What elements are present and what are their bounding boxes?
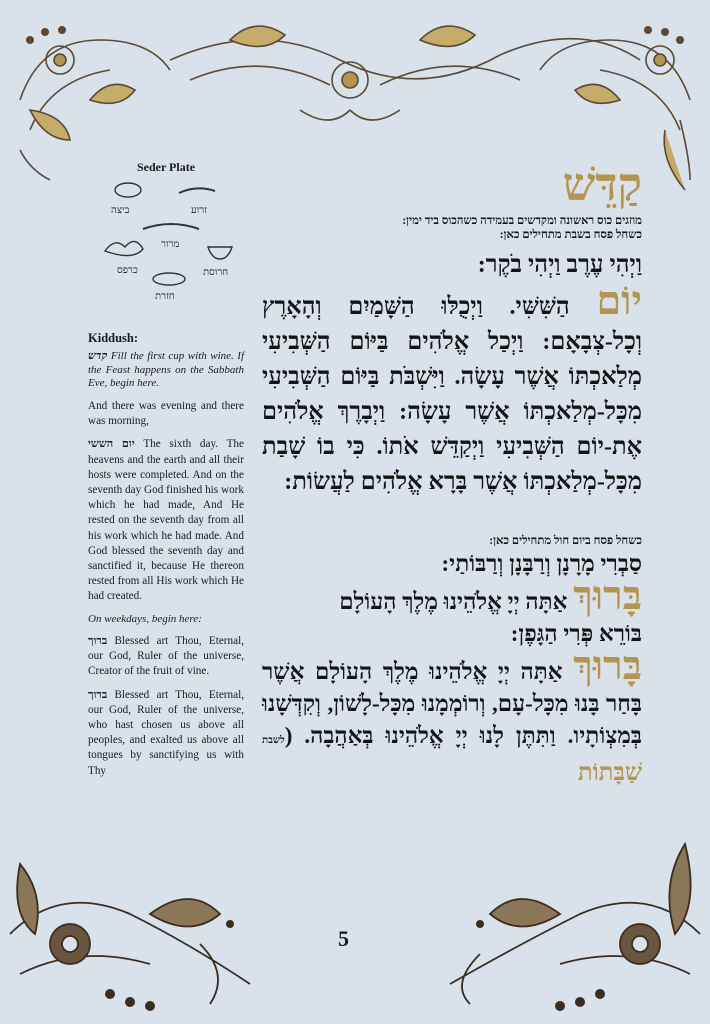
bitter-herbs-icon xyxy=(141,221,201,235)
wine-blessing-text: Blessed art Thou, Eternal, our God, Ruler of the universe, Creator of the fruit of vine. xyxy=(88,635,244,678)
label-karpas: כרפס xyxy=(117,265,138,277)
shabbatot-word: שַׁבָּתוֹת xyxy=(578,760,642,786)
shankbone-icon xyxy=(177,185,217,199)
chosen-blessing-body: אֲשֶׁר בָּחַר בָּנוּ מִכָּל-עָם, וְרוֹמְמָנוּ מִכָּל-לָשׁוֹן, וְקִדְּשָׁנוּ בְּמִצְוֹתָיו. וַתִּתֶּן לָנוּ יְיָ אֱלֹהֵינוּ בְּאַהֲבָה. ( xyxy=(262,659,642,748)
vegetable-icon xyxy=(101,237,145,263)
label-charoset: חרוסת xyxy=(203,267,229,279)
paragraph-wine-blessing xyxy=(88,634,244,680)
yom-initial: יוֹם xyxy=(596,278,642,323)
savri-line: סַבְרִי מָרָנָן וְרַבָּנָן וְרַבּוֹתַי: xyxy=(441,551,642,576)
wine-blessing-hebrew-block xyxy=(262,573,642,650)
kiddush-heading: Kiddush: xyxy=(88,331,139,346)
hebrew-instruction-3: כשחל פסח ביום חול מתחילים כאן: xyxy=(489,535,642,547)
baruch-initial-1: בָּרוּךְ xyxy=(573,573,642,618)
wine-blessing-line-1: אַתָּה יְיָ אֱלֹהֵינוּ מֶלֶךְ הָעוֹלָם xyxy=(339,589,568,614)
dish-icon xyxy=(151,271,187,287)
label-beitzah: ביצה xyxy=(111,205,130,217)
english-column xyxy=(88,160,244,787)
kiddush-instruction xyxy=(88,350,244,391)
chosen-blessing-hebrew: ברוך xyxy=(88,688,108,701)
instruction-text: Fill the first cup with wine. If the Feast happens on the Sabbath Eve, begin here. xyxy=(88,350,244,390)
vayechulu-text: הַשִּׁשִּׁי. וַיְכֻלּוּ הַשָּׁמַיִם וְהָאָרֶץ וְכָל-צְבָאָם: וַיְכַל אֱלֹהִים בַּיּוֹם הַשְּׁבִיעִי מְלַאכְתּוֹ אֲשֶׁר עָשָׂה. וַיִּשְׁבֹּת בַּיּוֹם הַשְּׁבִיעִי מִכָּל-מְלַאכְתּוֹ אֲשֶׁר עָשָׂה: וַיְבָרֶךְ אֱלֹהִים אֶת-יוֹם הַשְּׁבִיעִי וַיְקַדֵּשׁ אֹתוֹ. כִּי בוֹ שָׁבַת מִכָּל-מְלַאכְתּוֹ אֲשֶׁר בָּרָא אֱלֹהִים לַעֲשׂוֹת: xyxy=(262,294,642,495)
label-zeroa: זרוע xyxy=(191,205,207,217)
vayehi-line: וַיְהִי עֶרֶב וַיְהִי בֹקֶר: xyxy=(477,252,642,278)
chosen-blessing-text: Blessed art Thou, Eternal, our God, Ruler of the universe, who hast chosen us above all peoples, and exalted us above all tongues by sanctifying us with Thy xyxy=(88,688,244,777)
sixth-day-hebrew: יום הששי xyxy=(88,438,135,451)
hebrew-instruction-1: מוזגים כוס ראשונה ומקדשים בעמידה כשהכוס ביד ימין: xyxy=(402,215,642,227)
wine-blessing-hebrew: ברוך xyxy=(88,635,108,648)
wine-blessing-line-2: בּוֹרֵא פְּרִי הַגָּפֶן: xyxy=(510,621,642,646)
sixth-day-text: The sixth day. The heavens and the earth and all their hosts were completed. And on the seventh day God finished his work which he had made, And He rested on the seventh day from all his work which he had made. And God blessed the seventh day and sanctified it, because He thereon rested from all His work which He had created. xyxy=(88,438,244,603)
hebrew-instruction-2: כשחל פסח בשבת מתחילים כאן: xyxy=(499,229,642,241)
vayechulu-paragraph xyxy=(262,278,642,500)
chosen-blessing-line-1: אַתָּה יְיָ אֱלֹהֵינוּ מֶלֶךְ הָעוֹלָם xyxy=(314,659,563,684)
hebrew-column xyxy=(262,160,642,789)
egg-icon xyxy=(113,181,143,199)
lshabbat-note: לשבת xyxy=(262,735,285,746)
bottom-floral-ornament xyxy=(0,824,710,1024)
chosen-blessing-hebrew-block xyxy=(262,643,642,789)
baruch-initial-2: בָּרוּךְ xyxy=(573,643,642,688)
paragraph-evening: And there was evening and there was morning, xyxy=(88,399,244,428)
kadesh-title: קַדֵּשׁ xyxy=(562,159,642,210)
paragraph-chosen-blessing xyxy=(88,688,244,779)
weekdays-instruction: On weekdays, begin here: xyxy=(88,612,202,625)
seder-plate-diagram xyxy=(91,181,241,311)
paragraph-sixth-day xyxy=(88,437,244,604)
label-maror: מרור xyxy=(161,239,180,251)
bowl-icon xyxy=(206,243,234,261)
instruction-hebrew: קדש xyxy=(88,350,108,363)
label-chazeret: חזרת xyxy=(155,291,175,303)
page-number: 5 xyxy=(338,926,349,951)
seder-plate-title: Seder Plate xyxy=(136,160,196,174)
